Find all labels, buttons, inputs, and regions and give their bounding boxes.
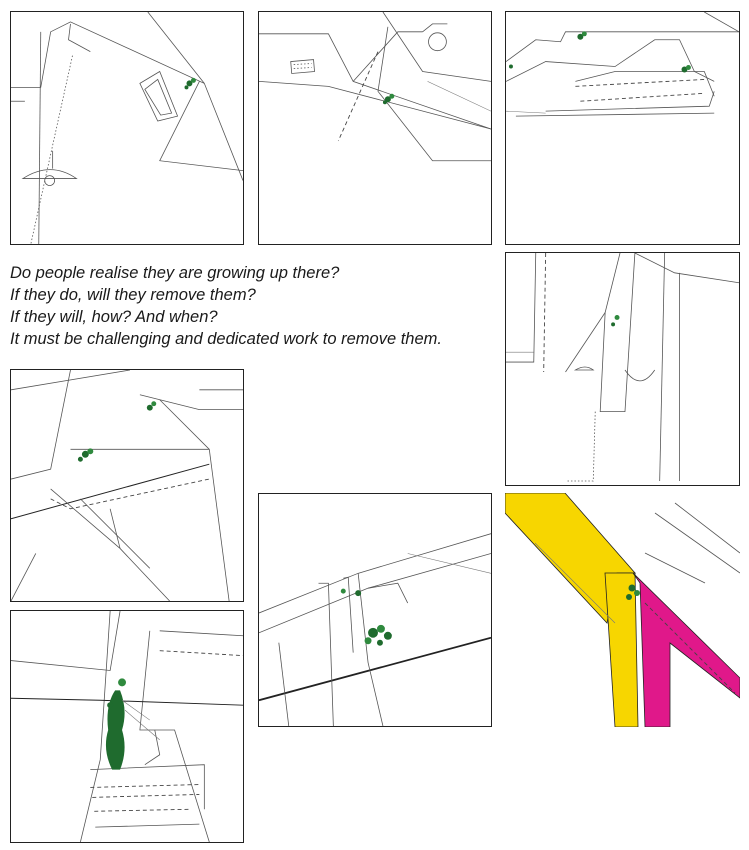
caption-line-4: It must be challenging and dedicated work to remove them. — [10, 330, 442, 348]
panel-street-lamp-view — [10, 11, 244, 245]
panel-roof-wedge-view — [258, 11, 492, 245]
color-highlight-drawing — [505, 493, 740, 727]
roof-wedge-drawing — [259, 12, 491, 244]
panel-tree-wall-view — [10, 610, 244, 843]
caption-line-2: If they do, will they remove them? — [10, 286, 256, 304]
plant-icon — [78, 401, 156, 461]
panel-shrub-ledge-view — [258, 493, 492, 727]
plant-icon — [185, 78, 196, 89]
plant-icon — [341, 589, 392, 646]
balcony-drawing — [506, 12, 739, 244]
caption-line-3: If they will, how? And when? — [10, 308, 218, 326]
plant-icon — [611, 315, 619, 326]
railing-drawing — [11, 370, 243, 601]
wall-lamp-drawing — [506, 253, 739, 485]
panel-railing-view — [10, 369, 244, 602]
plant-icon — [383, 94, 394, 104]
caption-line-1: Do people realise they are growing up there? — [10, 264, 340, 282]
street-lamp-drawing — [11, 12, 243, 244]
tree-icon — [106, 678, 160, 769]
caption-text — [10, 262, 500, 350]
panel-color-highlight-view — [505, 493, 740, 727]
panel-wall-lamp-view — [505, 252, 740, 486]
tree-wall-drawing — [11, 611, 243, 842]
shrub-ledge-drawing — [259, 494, 491, 726]
panel-balcony-view — [505, 11, 740, 245]
